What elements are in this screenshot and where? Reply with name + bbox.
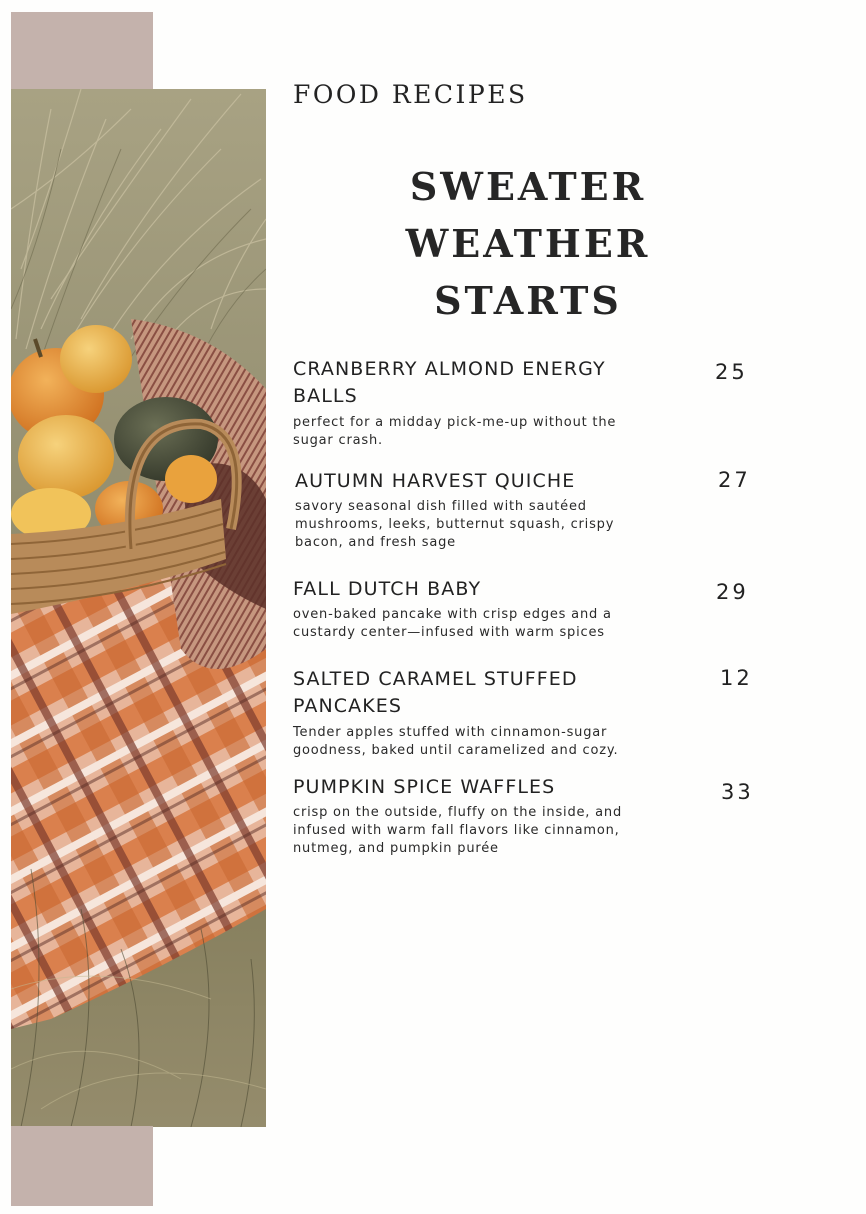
menu-item-name: PUMPKIN SPICE WAFFLES <box>293 776 556 798</box>
menu-item-price: 33 <box>721 780 754 804</box>
menu-item-description: perfect for a midday pick-me-up without the sugar crash. <box>293 415 617 448</box>
menu-item-name: AUTUMN HARVEST QUICHE <box>295 470 576 492</box>
menu-item-description: crisp on the outside, fluffy on the inside, and infused with warm fall flavors like cinnamon, nutmeg, and pumpkin purée <box>293 805 623 856</box>
menu-item-name: FALL DUTCH BABY <box>293 578 482 600</box>
decorative-block-bottom <box>11 1126 153 1206</box>
page-title-line-2: STARTS <box>434 278 622 323</box>
menu-item-price: 25 <box>715 360 748 384</box>
menu-item-name: CRANBERRY ALMOND ENERGY BALLS <box>293 358 606 407</box>
menu-item-price: 12 <box>720 666 753 690</box>
menu-item <box>293 666 763 760</box>
menu-item-description: oven-baked pancake with crisp edges and a custardy center—infused with warm spices <box>293 607 612 640</box>
menu-item <box>293 576 763 642</box>
menu-item-price: 27 <box>718 468 751 492</box>
decorative-block-top <box>11 12 153 90</box>
menu-item-description: Tender apples stuffed with cinnamon-sugar goodness, baked until caramelized and cozy. <box>293 725 619 758</box>
pumpkin-basket-photo <box>11 89 266 1127</box>
page-title <box>290 158 766 329</box>
menu-item-name: SALTED CARAMEL STUFFED PANCAKES <box>293 668 578 717</box>
page-title-line-1: SWEATER WEATHER <box>405 164 651 266</box>
menu-item-price: 29 <box>716 580 749 604</box>
menu-item <box>293 774 763 858</box>
menu-item <box>295 468 765 552</box>
menu-item <box>293 356 763 450</box>
menu-item-description: savory seasonal dish filled with sautéed mushrooms, leeks, butternut squash, crispy bacon, and fresh sage <box>295 499 615 550</box>
photo-illustration <box>11 89 266 1127</box>
section-kicker: FOOD RECIPES <box>293 80 528 109</box>
